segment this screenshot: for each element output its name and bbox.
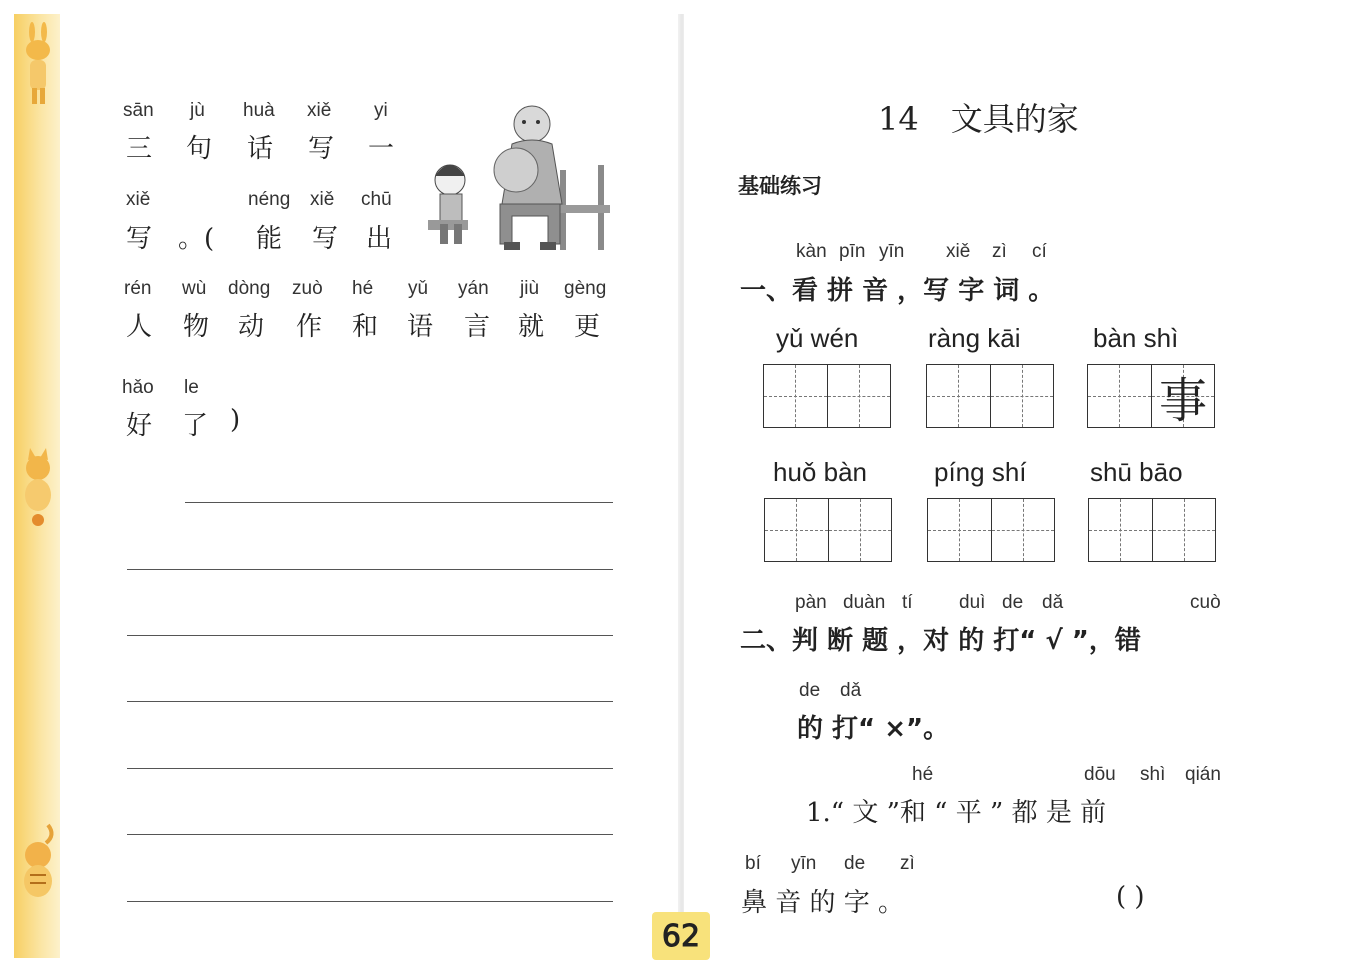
pinyin: jù [190,100,205,121]
hanzi: 话 [247,134,274,164]
grid-cell[interactable] [927,365,990,427]
pinyin: néng [248,189,291,210]
rabbit-icon [18,20,58,110]
pinyin: hé [352,278,374,299]
page-number: 62 [652,912,710,960]
hanzi: 更 [574,312,601,342]
hanzi: 动 [238,312,265,342]
pinyin: yi [374,100,388,121]
hanzi: 和 [352,312,379,342]
question-2-text-cont: 的 打“ ×”。 [797,714,950,744]
grandma-child-illustration [420,100,620,260]
pinyin: hé [912,764,934,785]
writing-line[interactable] [127,834,613,835]
hanzi: ) [230,405,241,435]
pinyin: huà [243,100,275,121]
tian-grid[interactable] [764,498,892,562]
hanzi: 了 [182,411,209,441]
grid-cell[interactable] [764,365,827,427]
pinyin: xiě [307,100,332,121]
hanzi: 好 [126,411,153,441]
grid-cell[interactable] [991,499,1054,561]
pinyin: kàn [796,241,827,262]
cell-char [928,499,991,561]
item-pinyin: ràng kāi [928,323,1021,353]
pinyin: yán [458,278,489,299]
hanzi: 能 [256,224,283,254]
question-2-text: 二、判 断 题 ，对 的 打“ √ ”，错 [740,626,1141,656]
tian-grid[interactable] [927,498,1055,562]
tian-grid[interactable] [926,364,1054,428]
item-pinyin: shū bāo [1090,457,1183,487]
pinyin: duì [959,592,986,613]
grid-cell[interactable] [765,499,828,561]
pinyin: zuò [292,278,323,299]
cell-char [829,499,891,561]
pinyin: xiě [310,189,335,210]
hanzi: 言 [464,312,491,342]
pinyin: pàn [795,592,827,613]
hanzi: 作 [296,312,323,342]
pinyin: le [184,377,199,398]
cell-char [1088,365,1151,427]
hanzi: 语 [407,312,434,342]
cell-char [765,499,828,561]
writing-line[interactable] [127,768,613,769]
hanzi: 一 [368,134,395,164]
hanzi: 写 [126,224,153,254]
pinyin: dǎ [1042,592,1064,613]
item-1-text: 1.“ 文 ”和 “ 平 ” 都 是 前 [806,798,1107,828]
hanzi: 人 [126,312,153,342]
pinyin: hǎo [122,377,154,398]
cell-char [992,499,1054,561]
lesson-title: 14 文具的家 [878,100,1079,138]
question-1-text: 一、看 拼 音 ，写 字 词 。 [740,276,1055,306]
pinyin: de [799,680,821,701]
item-pinyin: yǔ wén [776,323,859,353]
pinyin: xiě [946,241,971,262]
pinyin: wù [182,278,207,299]
pinyin: jiù [520,278,540,299]
item-pinyin: huǒ bàn [773,457,867,487]
cat-icon [18,440,58,530]
pinyin: zì [992,241,1007,262]
writing-line[interactable] [185,502,613,503]
item-pinyin: bàn shì [1093,323,1179,353]
hanzi: 三 [126,134,153,164]
pinyin: dòng [228,278,271,299]
pinyin: dǎ [840,680,862,701]
hanzi: 写 [312,224,339,254]
pinyin: bí [745,853,761,874]
tian-grid[interactable] [763,364,891,428]
grid-cell[interactable] [1088,365,1151,427]
item-pinyin: píng shí [934,457,1027,487]
cell-char: 事 [1158,372,1207,429]
pinyin: de [844,853,866,874]
pinyin: qián [1185,764,1221,785]
pinyin: yǔ [408,278,429,299]
pinyin: cuò [1190,592,1221,613]
tiger-icon [18,815,58,905]
pinyin: xiě [126,189,151,210]
cell-char [991,365,1053,427]
pinyin: zì [900,853,915,874]
pinyin: duàn [843,592,886,613]
hanzi: 出 [366,224,393,254]
pinyin: yīn [791,853,817,874]
pinyin: tí [902,592,913,613]
grid-cell[interactable] [828,499,891,561]
cell-char [1153,499,1215,561]
hanzi: 句 [186,134,213,164]
grid-cell[interactable] [1151,365,1214,427]
pinyin: rén [124,278,152,299]
cell-char [927,365,990,427]
pinyin: yīn [879,241,905,262]
pinyin: dōu [1084,764,1116,785]
grid-cell[interactable] [928,499,991,561]
pinyin: de [1002,592,1024,613]
answer-parentheses[interactable]: ( ) [1116,882,1145,912]
hanzi: 。( [178,224,215,254]
cell-char [1089,499,1152,561]
pinyin: shì [1140,764,1166,785]
pinyin: pīn [839,241,866,262]
grid-cell[interactable] [1089,499,1152,561]
hanzi: 就 [518,312,545,342]
writing-line[interactable] [127,701,613,702]
cell-char [828,365,890,427]
hanzi: 写 [308,134,335,164]
grid-cell[interactable] [990,365,1053,427]
pinyin: gèng [564,278,607,299]
hanzi: 物 [183,312,210,342]
tian-grid[interactable] [1088,498,1216,562]
pinyin: cí [1032,241,1047,262]
grid-cell[interactable] [827,365,890,427]
writing-line[interactable] [127,635,613,636]
item-1-text-cont: 鼻 音 的 字 。 [741,888,905,918]
grid-cell[interactable] [1152,499,1215,561]
pinyin: sān [123,100,154,121]
cell-char [764,365,827,427]
writing-line[interactable] [127,901,613,902]
pinyin: chū [361,189,392,210]
writing-line[interactable] [127,569,613,570]
tian-grid[interactable] [1087,364,1215,428]
section-label: 基础练习 [738,174,822,198]
